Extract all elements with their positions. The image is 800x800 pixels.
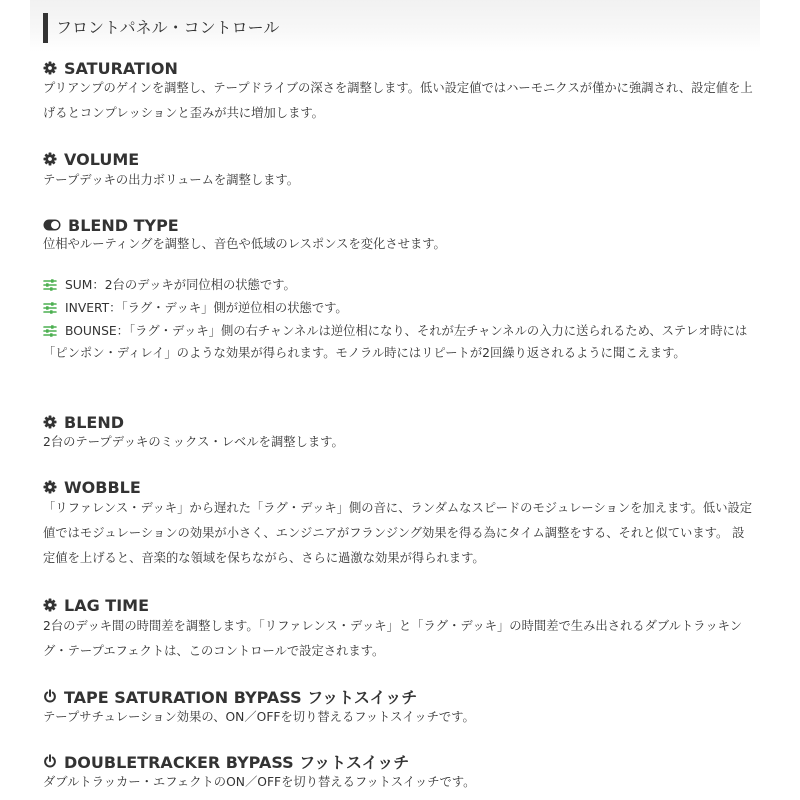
blend-description: 2台のテープデッキのミックス・レベルを調整します。 [43, 435, 344, 449]
volume-title: VOLUME [64, 149, 140, 169]
tape-saturation-bypass-title: TAPE SATURATION BYPASS フットスイッチ [64, 687, 418, 707]
blend-option-invert [43, 297, 755, 319]
section-header [30, 0, 760, 52]
blend-option-text: SUM：2台のデッキが同位相の状態です。 [65, 278, 296, 292]
gear-icon [43, 152, 57, 166]
gear-icon [43, 61, 57, 75]
gear-icon [43, 480, 57, 494]
header-accent-bar [43, 13, 48, 43]
blend-option-text: INVERT：「ラグ・デッキ」側が逆位相の状態です。 [65, 301, 348, 315]
wobble-heading [43, 476, 141, 498]
lag-time-description: 2台のデッキ間の時間差を調整します。「リファレンス・デッキ」と「ラグ・デッキ」の時間差で生み出されるダブルトラッキング・テープエフェクトは、このコントロールで設定されます。 [43, 619, 743, 658]
volume-heading [43, 148, 139, 170]
wobble-title: WOBBLE [64, 477, 141, 497]
blend-option-bounse [43, 320, 755, 364]
sliders-icon [43, 279, 57, 291]
tape-saturation-bypass-description: テープサチュレーション効果の、ON／OFFを切り替えるフットスイッチです。 [43, 710, 475, 724]
doubletracker-bypass-heading [43, 750, 409, 772]
saturation-description: プリアンプのゲインを調整し、テープドライブの深さを調整します。低い設定値ではハーモニクスが僅かに強調され、設定値を上げるとコンプレッションと歪みが共に増加します。 [43, 81, 753, 120]
doubletracker-bypass-description: ダブルトラッカー・エフェクトのON／OFFを切り替えるフットスイッチです。 [43, 775, 476, 789]
blend-type-title: BLEND TYPE [68, 215, 179, 235]
tape-saturation-bypass-heading [43, 685, 417, 707]
page-title: フロントパネル・コントロール [56, 18, 280, 37]
blend-title: BLEND [64, 412, 124, 432]
volume-description: テープデッキの出力ボリュームを調整します。 [43, 173, 300, 187]
gear-icon [43, 415, 57, 429]
power-icon [43, 754, 57, 768]
saturation-title: SATURATION [64, 58, 178, 78]
doubletracker-bypass-title: DOUBLETRACKER BYPASS フットスイッチ [64, 752, 410, 772]
blend-option-sum [43, 274, 755, 296]
sliders-icon [43, 325, 57, 337]
sliders-icon [43, 302, 57, 314]
lag-time-heading [43, 594, 149, 616]
gear-icon [43, 598, 57, 612]
toggle-icon [43, 219, 61, 231]
blend-option-text: BOUNSE：「ラグ・デッキ」側の右チャンネルは逆位相になり、それが左チャンネルの入力に送られるため、ステレオ時には「ピンポン・ディレイ」のような効果が得られます。モノラル時にはリピートが2回繰り返されるように聞こえます。 [43, 324, 748, 360]
blend-type-description: 位相やルーティングを調整し、音色や低域のレスポンスを変化させます。 [43, 237, 446, 251]
wobble-description: 「リファレンス・デッキ」から遅れた「ラグ・デッキ」側の音に、ランダムなスピードのモジュレーションを加えます。低い設定値ではモジュレーションの効果が小さく、エンジニアがフランジング効果を得る為にタイム調整をする、それと似ています。 設定値を上げると、音楽的な領域を保ちながら、さらに過激な効果が得られます。 [43, 501, 753, 565]
power-icon [43, 689, 57, 703]
lag-time-title: LAG TIME [64, 595, 149, 615]
